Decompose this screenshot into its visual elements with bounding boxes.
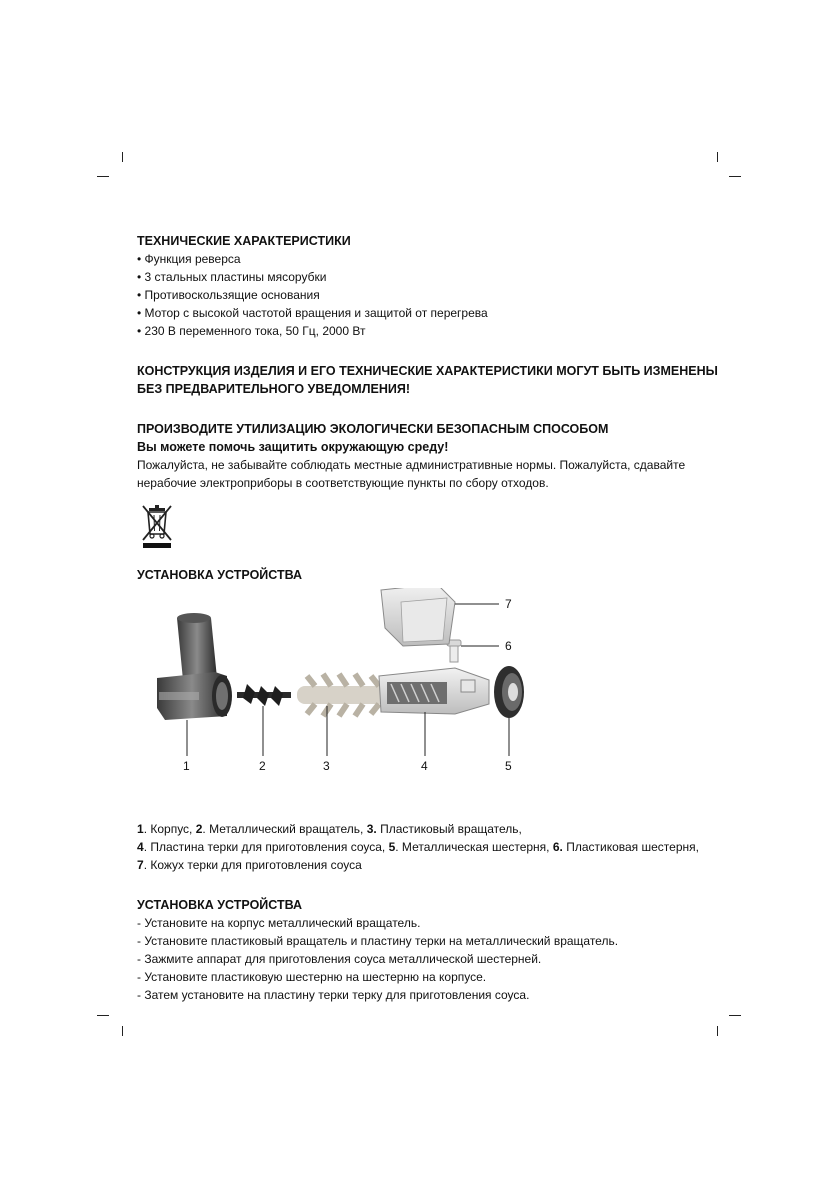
part-metal-gear — [494, 666, 524, 718]
crop-mark — [729, 1015, 741, 1016]
part-label: 1 — [183, 759, 190, 773]
caption-line: 1. Корпус, 2. Металлический вращатель, 3. Пластиковый вращатель, — [137, 822, 522, 836]
tech-specs-section — [137, 232, 737, 340]
disposal-text: нерабочие электроприборы в соответствующие пункты по сбору отходов. — [137, 476, 549, 490]
install-title: УСТАНОВКА УСТРОЙСТВА — [137, 898, 303, 912]
list-item: • Функция реверса — [137, 252, 241, 266]
part-metal-spindle — [237, 684, 291, 706]
list-item: • Мотор с высокой частотой вращения и защитой от перегрева — [137, 306, 488, 320]
install-title: УСТАНОВКА УСТРОЙСТВА — [137, 568, 303, 582]
tech-specs-title: ТЕХНИЧЕСКИЕ ХАРАКТЕРИСТИКИ — [137, 234, 351, 248]
weee-bin-icon — [137, 502, 177, 550]
list-item: - Установите пластиковый вращатель и пластину терки на металлический вращатель. — [137, 934, 619, 948]
install-section-2 — [137, 896, 737, 1004]
list-item: - Установите на корпус металлический вращатель. — [137, 916, 421, 930]
install-section-1 — [137, 566, 737, 808]
notice-line: БЕЗ ПРЕДВАРИТЕЛЬНОГО УВЕДОМЛЕНИЯ! — [137, 382, 410, 396]
part-label: 4 — [421, 759, 428, 773]
disposal-subtitle: Вы можете помочь защитить окружающую среду! — [137, 440, 449, 454]
crop-mark — [729, 176, 741, 177]
crop-mark — [122, 152, 123, 162]
disposal-text: Пожалуйста, не забывайте соблюдать местные административные нормы. Пожалуйста, сдавайте — [137, 458, 686, 472]
crop-mark — [717, 152, 718, 162]
list-item: - Установите пластиковую шестерню на шестерню на корпусе. — [137, 970, 487, 984]
crop-mark — [717, 1026, 718, 1036]
notice-section — [137, 362, 737, 398]
caption-line: 7. Кожух терки для приготовления соуса — [137, 858, 362, 872]
list-item: • 230 В переменного тока, 50 Гц, 2000 Вт — [137, 324, 366, 338]
list-item: • 3 стальных пластины мясорубки — [137, 270, 327, 284]
part-label: 6 — [505, 639, 512, 653]
part-label: 3 — [323, 759, 330, 773]
part-label: 5 — [505, 759, 512, 773]
crop-mark — [97, 176, 109, 177]
caption-line: 4. Пластина терки для приготовления соуса, 5. Металлическая шестерня, 6. Пластиковая шестерня, — [137, 840, 699, 854]
install-steps — [137, 914, 737, 1004]
part-label: 7 — [505, 597, 512, 611]
part-housing — [157, 613, 232, 720]
list-item: - Затем установите на пластину терки терку для приготовления соуса. — [137, 988, 530, 1002]
part-grater-plate — [379, 668, 489, 714]
part-grater-cover — [381, 588, 455, 646]
notice-line: КОНСТРУКЦИЯ ИЗДЕЛИЯ И ЕГО ТЕХНИЧЕСКИЕ ХАРАКТЕРИСТИКИ МОГУТ БЫТЬ ИЗМЕНЕНЫ — [137, 364, 718, 378]
disposal-section — [137, 420, 737, 550]
list-item: - Зажмите аппарат для приготовления соуса металлической шестерней. — [137, 952, 542, 966]
crop-mark — [122, 1026, 123, 1036]
figure-caption — [137, 820, 737, 874]
list-item: • Противоскользящие основания — [137, 288, 320, 302]
tech-specs-list — [137, 250, 737, 340]
page-content — [137, 232, 737, 1004]
assembly-figure — [137, 588, 737, 808]
crop-mark — [97, 1015, 109, 1016]
disposal-title: ПРОИЗВОДИТЕ УТИЛИЗАЦИЮ ЭКОЛОГИЧЕСКИ БЕЗОПАСНЫМ СПОСОБОМ — [137, 422, 609, 436]
part-plastic-spindle — [297, 674, 389, 716]
part-label: 2 — [259, 759, 266, 773]
